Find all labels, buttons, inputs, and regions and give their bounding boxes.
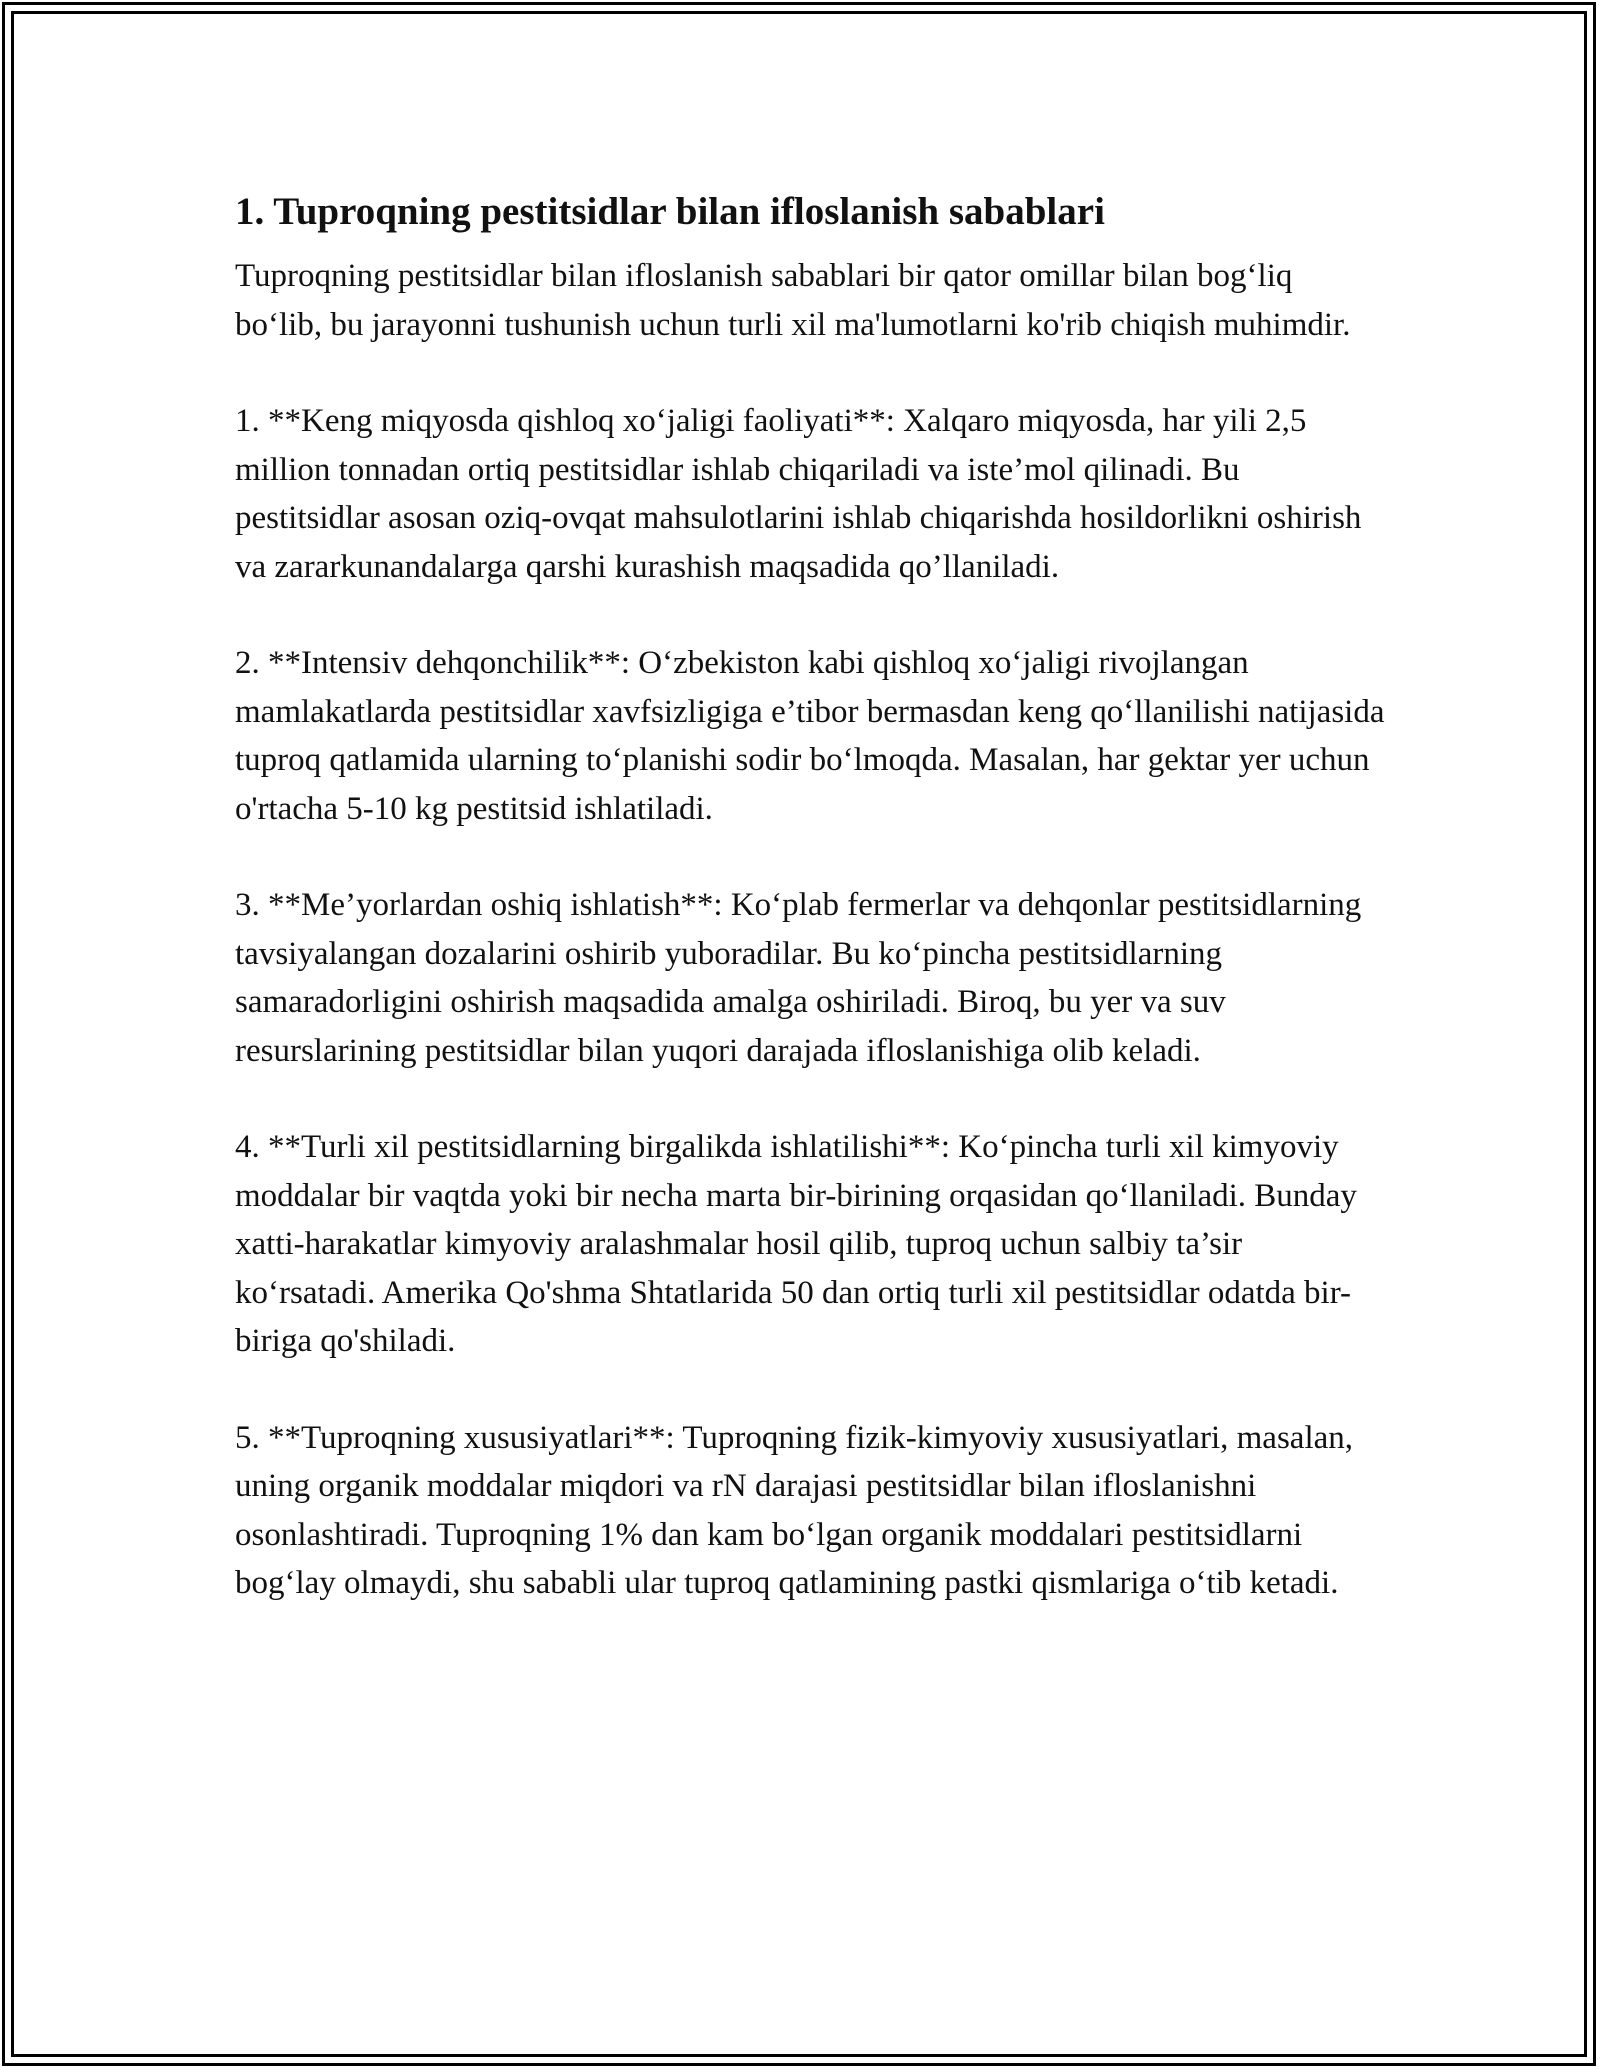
list-item-4: 4. **Turli xil pestitsidlarning birgalikda ishlatilishi**: Ko‘pincha turli xil kimyoviy moddalar bir vaqtda yoki bir necha marta bir-birining orqasidan qo‘llaniladi. Bunday xatti-harakatlar kimyoviy aralashmalar hosil qilib, tuproq uchun salbiy ta’sir ko‘rsatadi. Amerika Qo'shma Shtatlarida 50 dan ortiq turli xil pestitsidlar odatda bir-biriga qo'shiladi. [235,1129,1357,1359]
list-item-2: 2. **Intensiv dehqonchilik**: O‘zbekiston kabi qishloq xo‘jaligi rivojlangan mamlakatlarda pestitsidlar xavfsizligiga e’tibor bermasdan keng qo‘llanilishi natijasida tuproq qatlamida ularning to‘planishi sodir bo‘lmoqda. Masalan, har gektar yer uchun o'rtacha 5-10 kg pestitsid ishlatiladi. [235,645,1385,827]
intro-paragraph: Tuproqning pestitsidlar bilan ifloslanish sabablari bir qator omillar bilan bog‘liq bo‘lib, bu jarayonni tushunish uchun turli xil ma'lumotlarni ko'rib chiqish muhimdir. [235,258,1351,343]
list-item-1: 1. **Keng miqyosda qishloq xo‘jaligi faoliyati**: Xalqaro miqyosda, har yili 2,5 million tonnadan ortiq pestitsidlar ishlab chiqariladi va iste’mol qilinadi. Bu pestitsidlar asosan oziq-ovqat mahsulotlarini ishlab chiqarishda hosildorlikni oshirish va zararkunandalarga qarshi kurashish maqsadida qo’llaniladi. [235,403,1362,585]
section-heading: 1. Tuproqning pestitsidlar bilan ifloslanish sabablari [235,190,1105,233]
list-item-5: 5. **Tuproqning xususiyatlari**: Tuproqning fizik-kimyoviy xususiyatlari, masalan, uning organik moddalar miqdori va rN darajasi pestitsidlar bilan ifloslanishni osonlashtiradi. Tuproqning 1% dan kam bo‘lgan organik moddalari pestitsidlarni bog‘lay olmaydi, shu sababli ular tuproq qatlamining pastki qismlariga o‘tib ketadi. [235,1419,1354,1601]
list-item-3: 3. **Me’yorlardan oshiq ishlatish**: Ko‘plab fermerlar va dehqonlar pestitsidlarning tavsiyalangan dozalarini oshirib yuboradilar. Bu ko‘pincha pestitsidlarning samaradorligini oshirish maqsadida amalga oshiriladi. Biroq, bu yer va suv resurslarining pestitsidlar bilan yuqori darajada ifloslanishiga olib keladi. [235,887,1362,1069]
document-body [235,186,1385,1656]
